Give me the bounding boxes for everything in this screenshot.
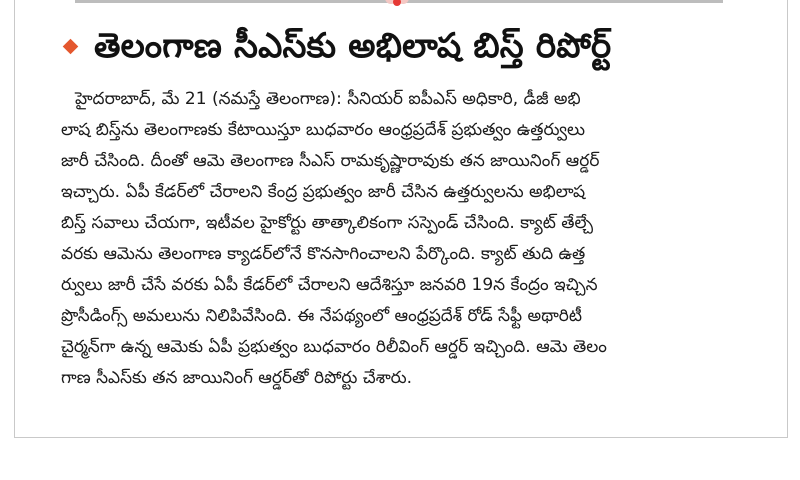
article-line: బిస్త్‌ సవాలు చేయగా, ఇటీవల హైకోర్టు తాత్కాలికంగా సస్పెండ్‌ చేసింది. క్యాట్‌ తేల్చే <box>61 213 594 233</box>
article-line: గాణ సీఎస్‌కు తన జాయినింగ్‌ ఆర్డర్‌తో రిపోర్టు చేశారు. <box>61 368 413 388</box>
headline-row <box>59 18 779 74</box>
article-line: హైదరాబాద్‌, మే 21 (నమస్తే తెలంగాణ): సీనియర్‌ ఐపీఎస్‌ అధికారి, డీజీ అభి <box>75 89 581 109</box>
article-line: జారీ చేసింది. దీంతో ఆమె తెలంగాణ సీఎస్‌ రామకృష్ణారావుకు తన జాయినింగ్‌ ఆర్డర్‌ <box>61 151 600 171</box>
article-line: వరకు ఆమెను తెలంగాణ క్యాడర్‌లోనే కొనసాగించాలని పేర్కొంది. క్యాట్‌ తుది ఉత్త <box>61 244 586 264</box>
article-line: చైర్మన్‌గా ఉన్న ఆమెకు ఏపీ ప్రభుత్వం బుధవారం రిలీవింగ్‌ ఆర్డర్‌ ఇచ్చింది. ఆమె తెలం <box>61 337 607 357</box>
headline: తెలంగాణ సీఎస్‌కు అభిలాష బిస్త్‌ రిపోర్ట్‌ <box>94 26 612 66</box>
article-line: ప్రొసీడింగ్స్‌ అమలును నిలిపివేసింది. ఈ నేపథ్యంలో ఆంధ్రప్రదేశ్‌ రోడ్‌ సేఫ్టీ అథారిటీ <box>61 306 582 326</box>
article-body <box>61 84 775 394</box>
article-line: ర్వులు జారీ చేసే వరకు ఏపీ కేడర్‌లో చేరాలని ఆదేశిస్తూ జనవరి 19న కేంద్రం ఇచ్చిన <box>61 275 598 295</box>
article-line: ఇచ్చారు. ఏపీ కేడర్‌లో చేరాలని కేంద్ర ప్రభుత్వం జారీ చేసిన ఉత్తర్వులను అభిలాష <box>61 182 586 202</box>
article-line: లాష బిస్త్‌ను తెలంగాణకు కేటాయిస్తూ బుధవారం ఆంధ్రప్రదేశ్‌ ప్రభుత్వం ఉత్తర్వులు <box>61 120 585 140</box>
flower-ornament-icon <box>377 0 417 8</box>
news-clipping <box>14 0 788 438</box>
diamond-bullet-icon <box>63 38 79 54</box>
